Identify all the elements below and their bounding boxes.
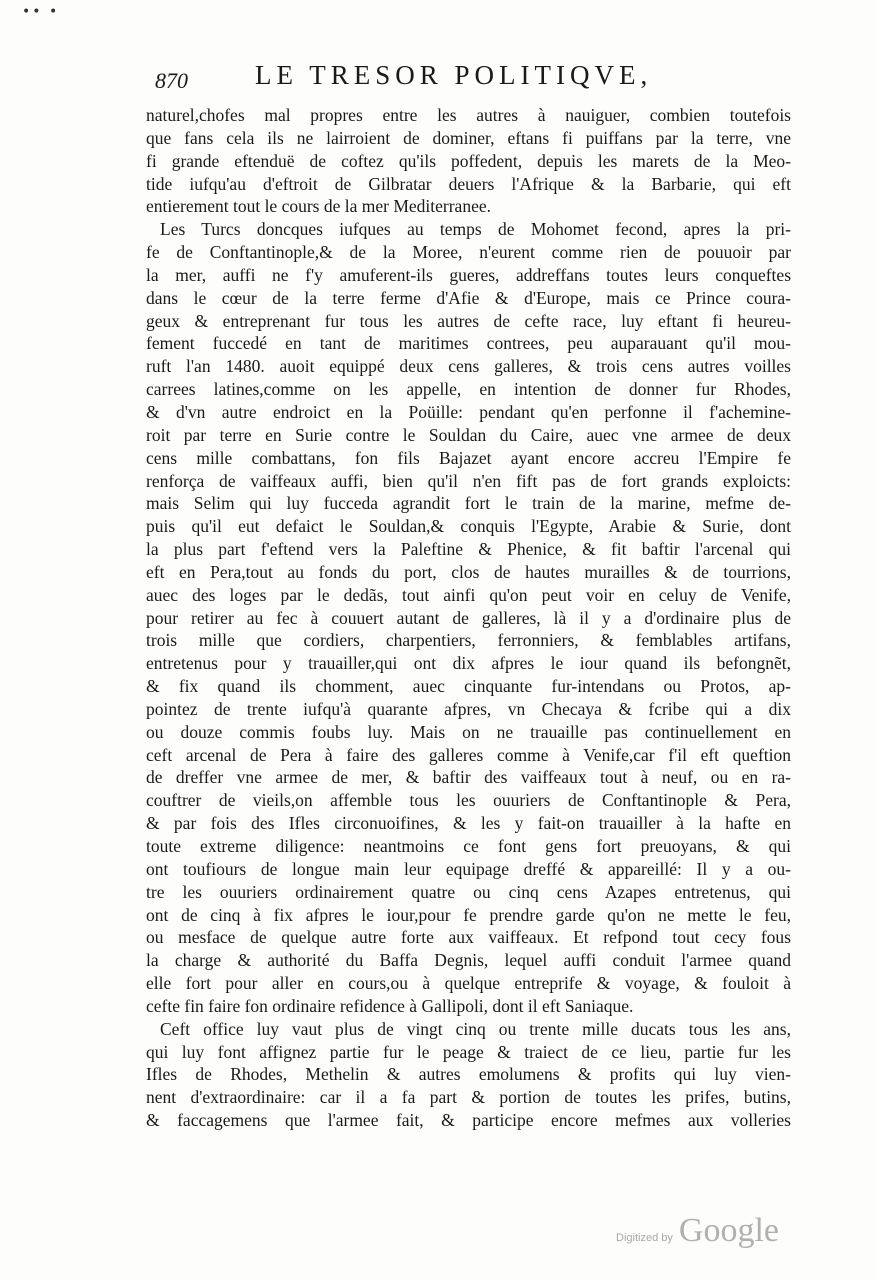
text-line: entretenus pour y trauailler,qui ont dix afpres le iour quand ils befongnẽt, (146, 653, 791, 674)
text-line: ont toufiours de longue main leur equipage dreffé & appareillé: Il y a ou- (146, 858, 791, 879)
text-line: la plus part f'eftend vers la Paleftine & Phenice, & fit baftir l'arcenal qui (146, 539, 791, 560)
text-line: pour retirer au fec à couuert autant de galleres, là il y a d'ordinaire plus de (146, 607, 791, 628)
text-line: renforça de vaiffeaux auffi, bien qu'il n'en fift pas de fort grands exploicts: (146, 470, 791, 491)
text-line: ou douze commis foubs luy. Mais on ne trauaille pas continuellement en (146, 721, 791, 742)
text-line: toute extreme diligence: neantmoins ce font gens fort preuoyans, & qui (146, 836, 791, 856)
text-line: carrees latines,comme on les appelle, en intention de donner fur Rhodes, (146, 379, 791, 400)
text-line: la mer, auffi ne f'y amuferent-ils gueres, addreffans toutes leurs conqueftes (146, 264, 791, 285)
text-line: & fix quand ils chomment, auec cinquante fur-intendans ou Protos, ap- (146, 676, 791, 697)
text-line: mais Selim qui luy fucceda agrandit fort le train de la marine, mefme de- (146, 493, 791, 514)
text-line: que fans cela ils ne lairroient de dominer, eftans fi puiffans par la terre, vne (146, 127, 791, 148)
text-line: elle fort pour aller en cours,ou à quelque entreprife & voyage, & fouloit à (146, 973, 791, 994)
text-line: dans le cœur de la terre ferme d'Afie & d'Europe, mais ce Prince coura- (146, 287, 791, 308)
text-line: de dreffer vne armee de mer, & baftir des vaiffeaux tout à neuf, ou en ra- (146, 767, 791, 788)
text-line: auec des loges par le dedãs, tout ainfi qu'on peut voir en celuy de Venife, (146, 584, 791, 605)
text-line: fi grande eftenduë de coftez qu'ils poffedent, depuis les marets de la Meo- (146, 150, 791, 171)
text-line: Ceft office luy vaut plus de vingt cinq ou trente mille ducats tous les ans, (160, 1018, 791, 1039)
text-line: eft en Pera,tout au fonds du port, clos de hautes murailles & de tourrions, (146, 561, 791, 582)
text-line: fe de Conftantinople,& de la Moree, n'eurent comme rien de pouuoir par (146, 242, 791, 263)
body-text (146, 104, 791, 1132)
text-line: trois mille que cordiers, charpentiers, ferronniers, & femblables artifans, (146, 630, 791, 651)
digitized-watermark (616, 1212, 779, 1250)
text-line: naturel,chofes mal propres entre les autres à nauiguer, combien toutefois (146, 105, 791, 125)
text-line: tide iufqu'au d'eftroit de Gilbratar deuers l'Afrique & la Barbarie, qui eft (146, 173, 791, 194)
text-line: ou mesface de quelque autre forte aux vaiffeaux. Et refpond tout cecy fous (146, 927, 791, 948)
text-line: pointez de trente iufqu'à quarante afpres, vn Checaya & fcribe qui a dix (146, 698, 791, 719)
text-line: entierement tout le cours de la mer Mediterranee. (146, 196, 491, 217)
text-line: & d'vn autre endroict en la Poüille: pendant qu'en perfonne il f'achemine- (146, 401, 791, 422)
text-line: geux & entreprenant fur tous les autres de cefte race, luy eftant fi heureu- (146, 310, 791, 331)
text-line: puis qu'il eut defaict le Souldan,& conquis l'Egypte, Arabie & Surie, dont (146, 516, 791, 537)
google-logo: Google (678, 1212, 779, 1249)
text-line: & par fois des Ifles circonuoifines, & les y fait-on trauailler à la hafte en (146, 813, 791, 834)
text-line: Ifles de Rhodes, Methelin & autres emolumens & profits qui luy vien- (146, 1064, 791, 1085)
running-header (155, 58, 795, 98)
text-line: ruft l'an 1480. auoit equippé deux cens galleres, & trois cens autres voilles (146, 356, 791, 377)
text-line: cens mille combattans, fon fils Bajazet ayant encore accreu l'Empire fe (146, 447, 791, 468)
running-title: LE TRESOR POLITIQVE, (255, 60, 653, 90)
text-line: roit par terre en Surie contre le Souldan du Caire, auec vne armee de deux (146, 424, 791, 445)
corner-ink-marks: •• • (22, 4, 60, 20)
page-number: 870 (155, 68, 188, 93)
watermark-prefix: Digitized by (616, 1232, 673, 1244)
text-line: Les Turcs doncques iufques au temps de Mohomet fecond, apres la pri- (160, 219, 791, 240)
text-line: fement fuccedé en tant de maritimes contrees, peu auparauant qu'il mou- (146, 333, 791, 354)
text-line: qui luy font affignez partie fur le peage & traiect de ce lieu, partie fur les (146, 1041, 791, 1062)
text-line: la charge & authorité du Baffa Degnis, lequel auffi conduit l'armee quand (146, 950, 791, 971)
text-line: & faccagemens que l'armee fait, & participe encore mefmes aux volleries (146, 1110, 791, 1131)
text-line: couftrer de vieils,on affemble tous les ouuriers de Conftantinople & Pera, (146, 790, 791, 811)
text-line: nent d'extraordinaire: car il a fa part & portion de toutes les prifes, butins, (146, 1087, 791, 1108)
text-line: ceft arcenal de Pera à faire des galleres comme à Venife,car f'il eft queftion (146, 744, 791, 765)
text-line: cefte fin faire fon ordinaire refidence à Gallipoli, dont il eft Saniaque. (146, 995, 634, 1016)
text-line: tre les ouuriers ordinairement quatre ou cinq cens Azapes entretenus, qui (146, 881, 791, 902)
text-line: ont de cinq à fix afpres le iour,pour fe prendre garde qu'on ne mette le feu, (146, 904, 791, 925)
